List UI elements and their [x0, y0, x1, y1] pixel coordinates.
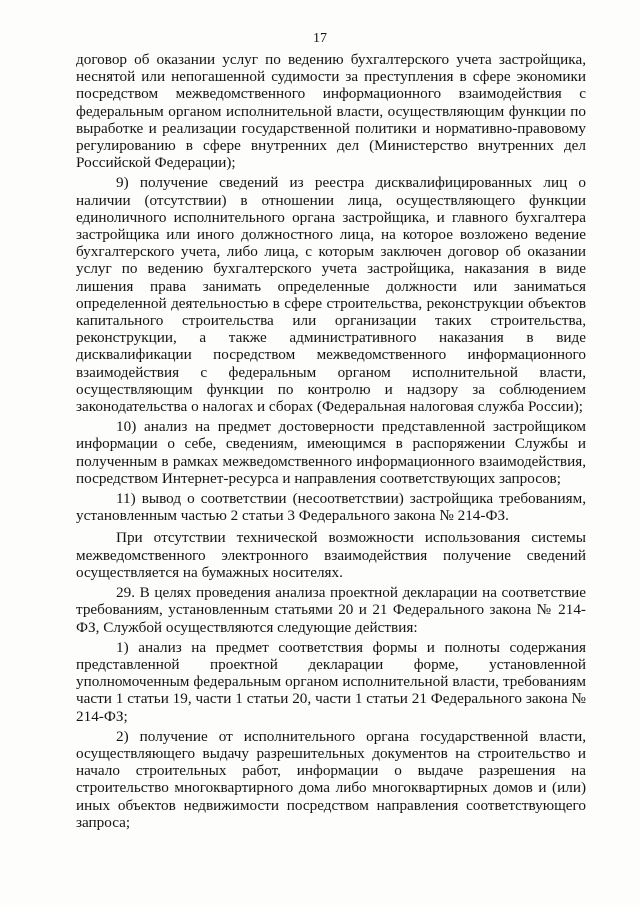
paragraph-clause-29: 29. В целях проведения анализа проектной декларации на соответствие требованиям, установленным статьями 20 и 21 Федерального закона № 214-ФЗ, Службой осуществляются следующие действия:	[76, 584, 586, 636]
paragraph-item-2: 2) получение от исполнительного органа государственной власти, осуществляющего выдачу разрешительных документов на строительство и начало строительных работ, информации о выдаче разрешения на строительство многоквартирного дома либо многоквартирных домов и (или) иных объектов недвижимости посредством направления соответствующего запроса;	[76, 727, 586, 831]
paragraph-item-10: 10) анализ на предмет достоверности представленной застройщиком информации о себе, сведениям, имеющимся в распоряжении Службы и полученным в рамках межведомственного информационного взаимодействия, посредством Интернет-ресурса и направления соответствующих запросов;	[76, 418, 586, 487]
paragraph-paper-fallback: При отсутствии технической возможности использования системы межведомственного электронного взаимодействия получение сведений осуществляется на бумажных носителях.	[76, 529, 586, 581]
paragraph-continuation: договор об оказании услуг по ведению бухгалтерского учета застройщика, неснятой или непогашенной судимости за преступления в сфере экономики посредством межведомственного информационного взаимодействия с федеральным органом исполнительной власти, осуществляющим функции по выработке и реализации государственной политики и нормативно-правовому регулированию в сфере внутренних дел (Министерство внутренних дел Российской Федерации);	[76, 51, 586, 172]
document-body	[76, 51, 586, 831]
page-number: 17	[313, 31, 327, 46]
paragraph-item-9: 9) получение сведений из реестра дисквалифицированных лиц о наличии (отсутствии) в отношении лица, осуществляющего функции единоличного исполнительного органа застройщика, и главного бухгалтера застройщика или иного должностного лица, на которое возложено ведение бухгалтерского учета, либо лица, с которым заключен договор об оказании услуг по ведению бухгалтерского учета застройщика, наказания в виде лишения права занимать определенные должности или заниматься определенной деятельностью в сфере строительства, реконструкции объектов капитального строительства или организации таких строительства, реконструкции, а также административного наказания в виде дисквалификации посредством межведомственного информационного взаимодействия с федеральным органом исполнительной власти, осуществляющим функции по контролю и надзору за соблюдением законодательства о налогах и сборах (Федеральная налоговая служба России);	[76, 174, 586, 416]
paragraph-item-11: 11) вывод о соответствии (несоответствии) застройщика требованиям, установленным частью 2 статьи 3 Федерального закона № 214-ФЗ.	[76, 490, 586, 525]
paragraph-item-1: 1) анализ на предмет соответствия формы и полноты содержания представленной проектной декларации форме, установленной уполномоченным федеральным органом исполнительной власти, требованиям части 1 статьи 19, части 1 статьи 20, части 1 статьи 21 Федерального закона № 214-ФЗ;	[76, 638, 586, 725]
